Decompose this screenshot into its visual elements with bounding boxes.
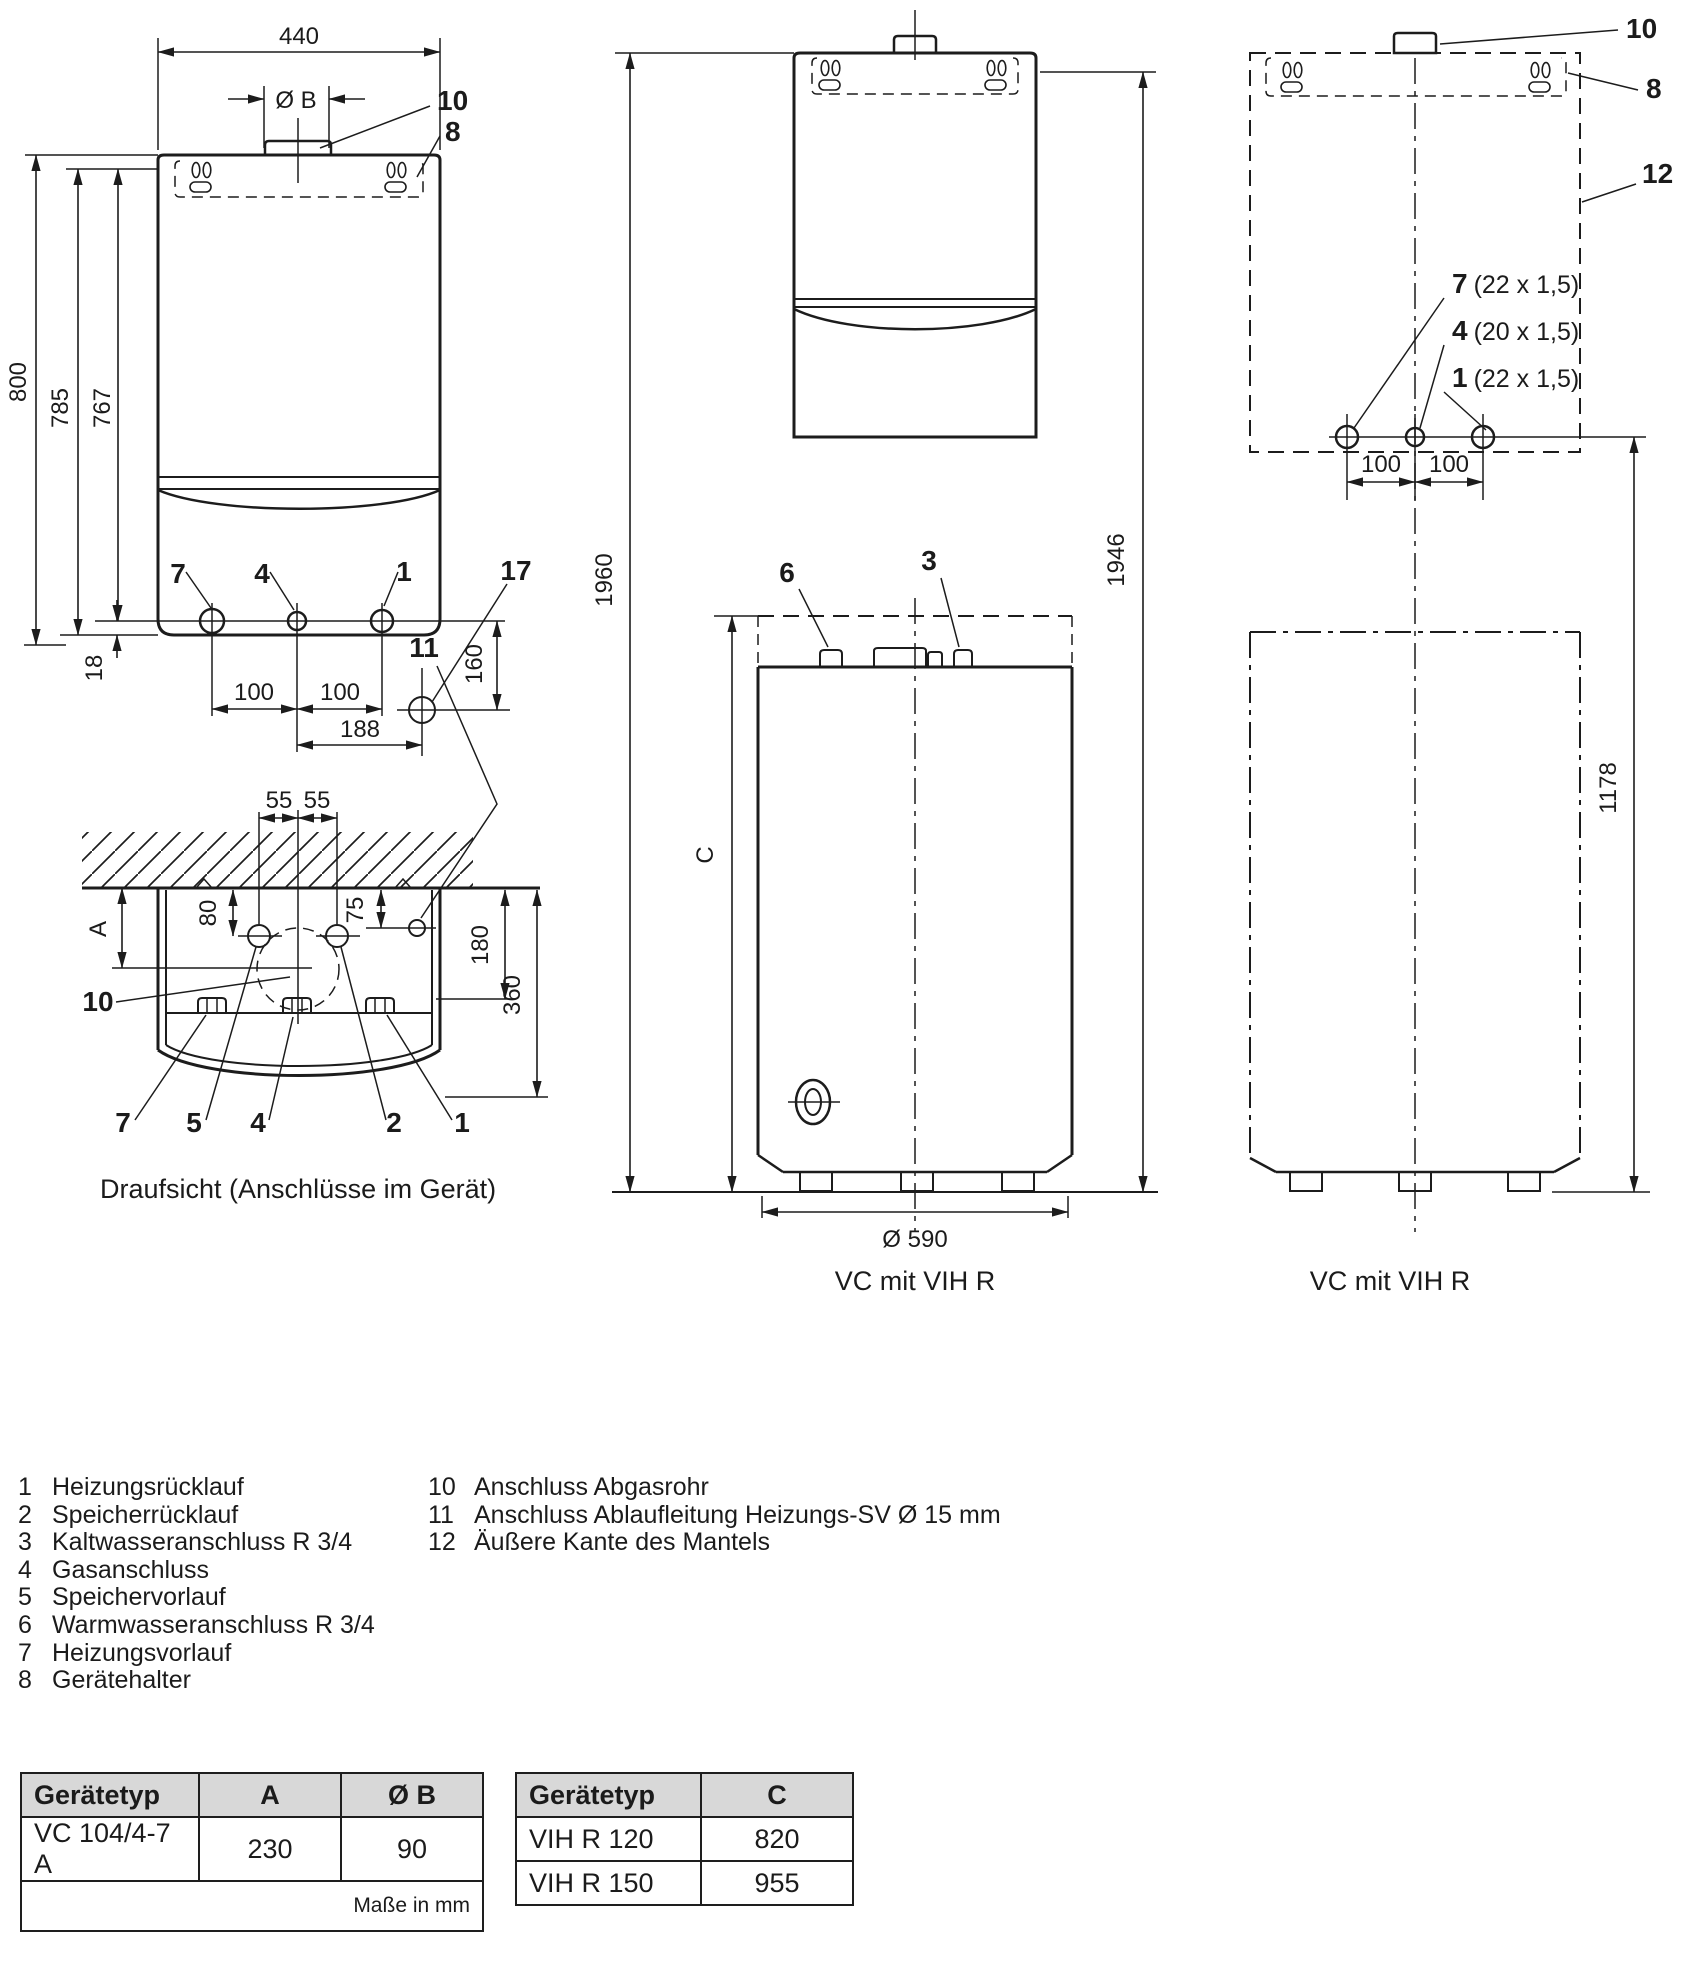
table-footer-row — [21, 1881, 483, 1931]
legend-text: Äußere Kante des Mantels — [474, 1528, 770, 1557]
cell-b-value: 90 — [341, 1817, 483, 1881]
foot — [1508, 1172, 1540, 1191]
callout-10-side: 10 — [1626, 13, 1658, 44]
table-header-row — [21, 1773, 483, 1817]
foot — [1290, 1172, 1322, 1191]
callout-4-spec: (20 x 1,5) — [1473, 318, 1580, 346]
foot — [901, 1172, 933, 1191]
table-row — [21, 1817, 483, 1881]
wall-hatch — [82, 832, 473, 888]
legend-num: 4 — [18, 1555, 32, 1584]
dim-590-label: Ø 590 — [882, 1226, 948, 1253]
figure-top-view — [82, 632, 548, 1204]
dim-160-label: 160 — [461, 643, 488, 685]
legend-text: Gerätehalter — [52, 1666, 191, 1695]
vc-vih-side-caption: VC mit VIH R — [1309, 1266, 1471, 1296]
callout-12-side: 12 — [1642, 158, 1674, 189]
dim-188-label: 188 — [339, 716, 381, 743]
callout-1: 1 — [396, 556, 412, 587]
callout-2-topview: 2 — [386, 1107, 402, 1138]
foot — [800, 1172, 832, 1191]
callout-1-side — [1452, 362, 1579, 393]
legend-text: Kaltwasseranschluss R 3/4 — [52, 1528, 353, 1557]
legend-num: 5 — [18, 1583, 32, 1612]
legend-text: Anschluss Abgasrohr — [474, 1473, 709, 1501]
legend-text: Gasanschluss — [52, 1555, 210, 1584]
callout-7-side — [1452, 268, 1579, 299]
legend-item-3 — [18, 1529, 375, 1557]
foot — [1002, 1172, 1034, 1191]
bracket-dashed-outline — [175, 161, 423, 197]
callout-4-topview: 4 — [250, 1107, 266, 1138]
dim-800-label: 800 — [5, 361, 32, 403]
figure-front-view — [5, 23, 532, 756]
legend-num: 3 — [18, 1528, 32, 1557]
dim-55-right-label: 55 — [303, 787, 331, 814]
table-row — [516, 1817, 853, 1861]
legend-num: 7 — [18, 1638, 32, 1667]
dim-55-left-label: 55 — [265, 787, 293, 814]
cell-device: VIH R 150 — [516, 1861, 701, 1905]
legend-text: Heizungsrücklauf — [52, 1473, 244, 1501]
dim-360-label: 360 — [499, 974, 526, 1016]
units-note: Maße in mm — [21, 1881, 483, 1931]
col-geraetetyp: Gerätetyp — [516, 1773, 701, 1817]
callout-1-spec: (22 x 1,5) — [1473, 365, 1580, 393]
col-geraetetyp: Gerätetyp — [21, 1773, 199, 1817]
callout-7-topview: 7 — [115, 1107, 131, 1138]
dim-100-side-left: 100 — [1360, 451, 1402, 478]
dim-100-right-label: 100 — [319, 679, 361, 706]
legend-text: Anschluss Ablaufleitung Heizungs-SV Ø 15 mm — [474, 1500, 1001, 1529]
vc-body — [794, 53, 1036, 437]
table-row — [516, 1861, 853, 1905]
dim-100-side-right: 100 — [1428, 451, 1470, 478]
dim-440-label: 440 — [278, 23, 320, 50]
side-bracket-dashed — [1266, 58, 1566, 96]
legend-text: Speicherrücklauf — [52, 1500, 239, 1529]
cell-a-value: 230 — [199, 1817, 341, 1881]
callout-10-topview: 10 — [82, 986, 114, 1017]
callout-4-side — [1452, 315, 1579, 346]
legend-num: 8 — [18, 1666, 32, 1695]
callout-7-spec: (22 x 1,5) — [1473, 271, 1580, 299]
callout-17: 17 — [500, 555, 532, 586]
legend-num: 2 — [18, 1500, 32, 1529]
callout-11: 11 — [409, 632, 439, 663]
callout-6: 6 — [779, 557, 795, 588]
dim-785-label: 785 — [47, 387, 74, 429]
dim-1946-label: 1946 — [1103, 533, 1130, 587]
legend-text: Warmwasseranschluss R 3/4 — [52, 1610, 375, 1639]
cell-c-value: 955 — [701, 1861, 853, 1905]
legend-num: 1 — [18, 1473, 32, 1501]
cell-device: VIH R 120 — [516, 1817, 701, 1861]
legend-num: 12 — [428, 1528, 456, 1557]
dim-180-label: 180 — [467, 924, 494, 966]
callout-3: 3 — [921, 545, 937, 576]
topview-caption: Draufsicht (Anschlüsse im Gerät) — [100, 1174, 497, 1204]
legend-text: Speichervorlauf — [52, 1583, 226, 1612]
warmwasser-stub — [820, 650, 842, 667]
legend-item-8 — [18, 1667, 375, 1695]
dim-80-label: 80 — [195, 899, 222, 927]
legend-item-7 — [18, 1640, 375, 1668]
callout-4: 4 — [254, 558, 270, 589]
col-c: C — [701, 1773, 853, 1817]
kaltwasser-stub — [954, 650, 972, 667]
callout-7-num: 7 — [1452, 268, 1468, 299]
legend-left-column — [18, 1474, 375, 1695]
legend-item-1 — [18, 1474, 375, 1502]
callout-8: 8 — [445, 116, 461, 147]
dim-18-label: 18 — [81, 654, 108, 682]
device-type-table-c — [515, 1772, 854, 1906]
dim-1960-label: 1960 — [591, 553, 618, 607]
dim-100-left-label: 100 — [233, 679, 275, 706]
table-header-row — [516, 1773, 853, 1817]
callout-8-side: 8 — [1646, 73, 1662, 104]
legend-item-11 — [428, 1502, 1001, 1530]
legend-item-6 — [18, 1612, 375, 1640]
device-type-table-ab — [20, 1772, 484, 1932]
legend-num: 6 — [18, 1610, 32, 1639]
legend-item-5 — [18, 1584, 375, 1612]
callout-1-num: 1 — [1452, 362, 1468, 393]
callout-5-topview: 5 — [186, 1107, 202, 1138]
legend-num: 11 — [428, 1500, 454, 1529]
dim-A-label: A — [85, 920, 112, 938]
legend-item-4 — [18, 1557, 375, 1585]
dim-75-label: 75 — [342, 896, 369, 924]
dim-C-label: C — [692, 846, 719, 864]
cell-device: VC 104/4-7 A — [21, 1817, 199, 1881]
callout-7: 7 — [170, 558, 186, 589]
dim-1178-label: 1178 — [1595, 762, 1622, 814]
figure-vc-vih-front — [591, 10, 1158, 1296]
figure-vc-vih-side — [1250, 13, 1673, 1296]
vc-vih-front-caption: VC mit VIH R — [834, 1266, 996, 1296]
callout-1-topview: 1 — [454, 1107, 470, 1138]
legend-item-12 — [428, 1529, 1001, 1557]
callout-10: 10 — [437, 85, 469, 116]
legend-right-column — [428, 1474, 1001, 1557]
legend-item-10 — [428, 1474, 1001, 1502]
cell-c-value: 820 — [701, 1817, 853, 1861]
dim-767-label: 767 — [89, 387, 116, 429]
col-a: A — [199, 1773, 341, 1817]
side-flue-stub — [1394, 33, 1436, 53]
dim-flue-diameter-label: Ø B — [275, 87, 317, 114]
col-b: Ø B — [341, 1773, 483, 1817]
legend-text: Heizungsvorlauf — [52, 1638, 232, 1667]
legend-item-2 — [18, 1502, 375, 1530]
callout-4-num: 4 — [1452, 315, 1468, 346]
legend-num: 10 — [428, 1473, 456, 1501]
